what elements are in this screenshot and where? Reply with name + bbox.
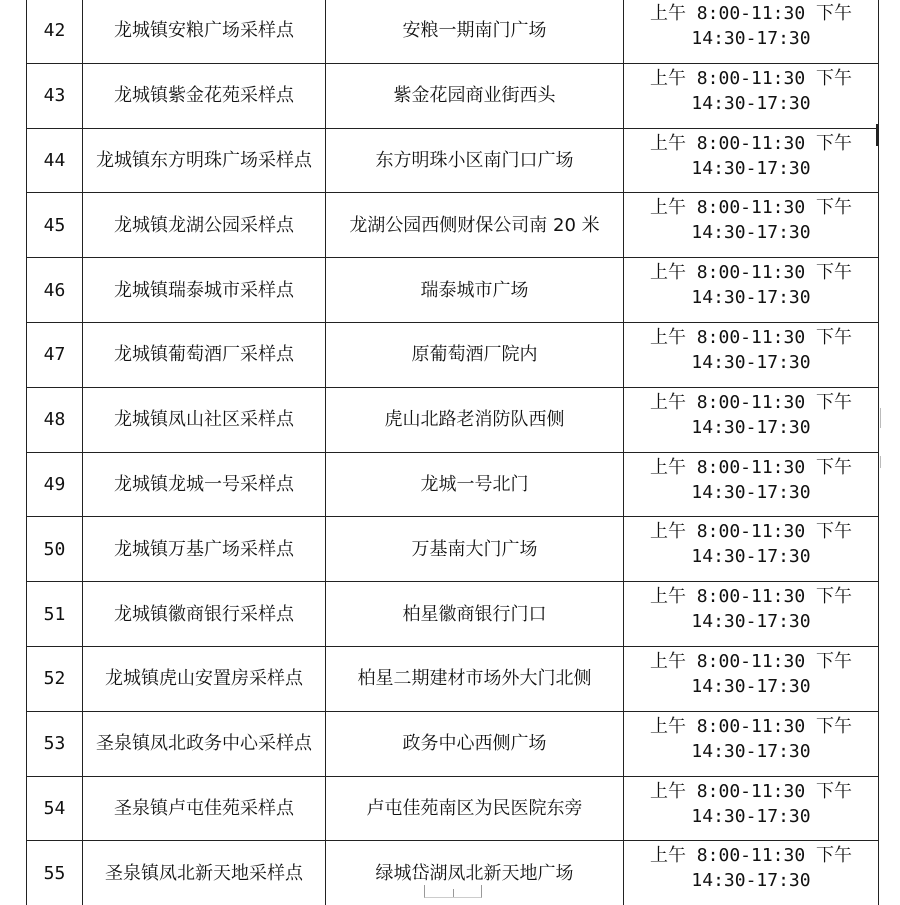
site-name-cell: 龙城镇虎山安置房采样点 [83,646,326,711]
site-address-cell: 卢屯佳苑南区为民医院东旁 [326,776,624,841]
site-address-cell: 原葡萄酒厂院内 [326,322,624,387]
site-name-cell: 圣泉镇卢屯佳苑采样点 [83,776,326,841]
site-address-cell: 虎山北路老消防队西侧 [326,387,624,452]
opening-hours-cell [624,322,879,387]
opening-hours-cell [624,258,879,323]
table-body [27,0,879,905]
site-name-cell: 龙城镇安粮广场采样点 [83,0,326,63]
opening-hours-cell [624,711,879,776]
row-number-cell: 43 [27,63,83,128]
row-number-cell: 52 [27,646,83,711]
site-name-cell: 龙城镇瑞泰城市采样点 [83,258,326,323]
opening-hours-cell [624,452,879,517]
row-number-cell: 49 [27,452,83,517]
site-address-cell: 柏星二期建材市场外大门北侧 [326,646,624,711]
site-name-cell: 龙城镇龙城一号采样点 [83,452,326,517]
site-address-cell: 龙湖公园西侧财保公司南 20 米 [326,193,624,258]
site-address-cell: 龙城一号北门 [326,452,624,517]
site-address-cell: 东方明珠小区南门口广场 [326,128,624,193]
opening-hours-cell [624,0,879,63]
row-number-cell: 55 [27,841,83,905]
opening-hours-cell [624,776,879,841]
hours-line-am: 上午 8:00-11:30 下午 [649,650,853,672]
opening-hours-cell [624,841,879,905]
hours-line-am: 上午 8:00-11:30 下午 [649,780,853,802]
table-row [27,517,879,582]
hours-line-am: 上午 8:00-11:30 下午 [649,326,853,348]
hours-line-pm: 14:30-17:30 [691,481,811,503]
hours-line-am: 上午 8:00-11:30 下午 [649,715,853,737]
hours-line-am: 上午 8:00-11:30 下午 [649,132,853,154]
hours-line-pm: 14:30-17:30 [691,416,811,438]
hours-line-pm: 14:30-17:30 [691,611,811,633]
row-number-cell: 53 [27,711,83,776]
table-row [27,193,879,258]
hours-line-am: 上午 8:00-11:30 下午 [649,197,853,219]
row-number-cell: 50 [27,517,83,582]
site-name-cell: 龙城镇徽商银行采样点 [83,582,326,647]
site-address-cell: 政务中心西侧广场 [326,711,624,776]
margin-mark [880,456,881,468]
opening-hours-cell [624,63,879,128]
row-number-cell: 45 [27,193,83,258]
hours-line-pm: 14:30-17:30 [691,157,811,179]
site-name-cell: 龙城镇龙湖公园采样点 [83,193,326,258]
table-row [27,322,879,387]
table-row [27,63,879,128]
table-row [27,646,879,711]
row-number-cell: 51 [27,582,83,647]
page-edge-marker [424,885,482,898]
hours-line-pm: 14:30-17:30 [691,805,811,827]
opening-hours-cell [624,128,879,193]
hours-line-am: 上午 8:00-11:30 下午 [649,262,853,284]
table-row [27,0,879,63]
opening-hours-cell [624,387,879,452]
site-name-cell: 龙城镇万基广场采样点 [83,517,326,582]
hours-line-am: 上午 8:00-11:30 下午 [649,67,853,89]
table-row [27,582,879,647]
site-address-cell: 柏星徽商银行门口 [326,582,624,647]
site-name-cell: 龙城镇紫金花苑采样点 [83,63,326,128]
site-name-cell: 圣泉镇凤北新天地采样点 [83,841,326,905]
hours-line-am: 上午 8:00-11:30 下午 [649,3,853,24]
row-number-cell: 48 [27,387,83,452]
site-name-cell: 圣泉镇凤北政务中心采样点 [83,711,326,776]
row-number-cell: 47 [27,322,83,387]
row-number-cell: 44 [27,128,83,193]
table-row [27,258,879,323]
site-address-cell: 紫金花园商业街西头 [326,63,624,128]
table-row [27,128,879,193]
margin-mark [880,408,881,428]
opening-hours-cell [624,193,879,258]
hours-line-am: 上午 8:00-11:30 下午 [649,456,853,478]
table-row [27,776,879,841]
site-address-cell: 绿城岱湖凤北新天地广场 [326,841,624,905]
site-address-cell: 瑞泰城市广场 [326,258,624,323]
hours-line-pm: 14:30-17:30 [691,351,811,373]
table-row [27,452,879,517]
site-address-cell: 安粮一期南门广场 [326,0,624,63]
opening-hours-cell [624,517,879,582]
table-row [27,711,879,776]
hours-line-am: 上午 8:00-11:30 下午 [649,521,853,543]
sampling-sites-table [26,0,879,905]
hours-line-pm: 14:30-17:30 [691,546,811,568]
site-name-cell: 龙城镇凤山社区采样点 [83,387,326,452]
table-row [27,387,879,452]
hours-line-pm: 14:30-17:30 [691,740,811,762]
hours-line-pm: 14:30-17:30 [691,28,811,49]
text-cursor [876,124,879,146]
hours-line-pm: 14:30-17:30 [691,287,811,309]
hours-line-pm: 14:30-17:30 [691,92,811,114]
opening-hours-cell [624,582,879,647]
hours-line-pm: 14:30-17:30 [691,222,811,244]
site-name-cell: 龙城镇东方明珠广场采样点 [83,128,326,193]
row-number-cell: 46 [27,258,83,323]
row-number-cell: 54 [27,776,83,841]
site-address-cell: 万基南大门广场 [326,517,624,582]
hours-line-pm: 14:30-17:30 [691,870,811,892]
hours-line-am: 上午 8:00-11:30 下午 [649,586,853,608]
row-number-cell: 42 [27,0,83,63]
hours-line-pm: 14:30-17:30 [691,675,811,697]
hours-line-am: 上午 8:00-11:30 下午 [649,845,853,867]
hours-line-am: 上午 8:00-11:30 下午 [649,391,853,413]
site-name-cell: 龙城镇葡萄酒厂采样点 [83,322,326,387]
opening-hours-cell [624,646,879,711]
